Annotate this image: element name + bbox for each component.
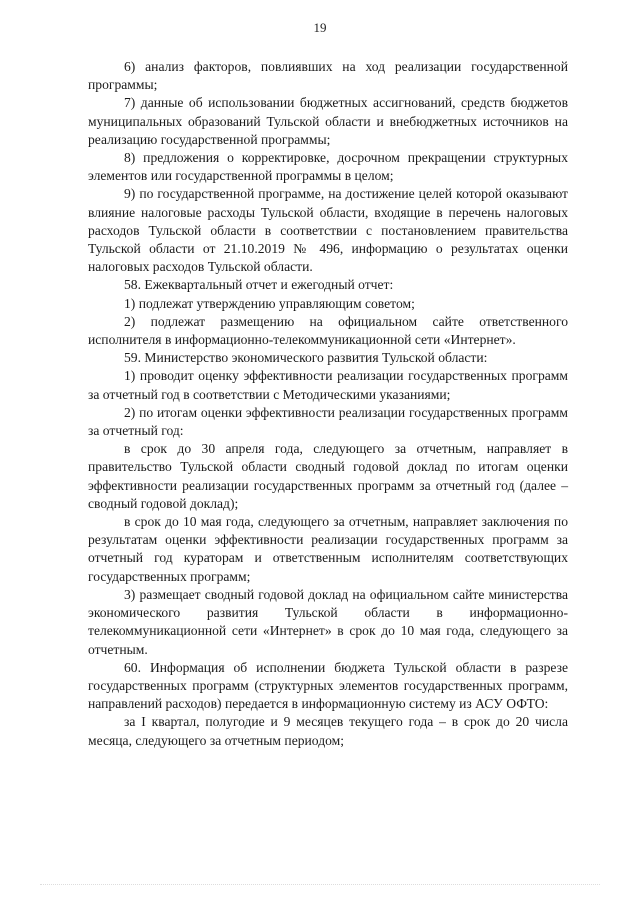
paragraph-section-60: 60. Информация об исполнении бюджета Тульской области в разрезе государственных программ (структурных элементов государственных программ, направлений расходов) передается в информационную систему из АСУ ОФТО: (88, 659, 568, 712)
document-body (88, 58, 568, 750)
paragraph-section-58: 58. Ежеквартальный отчет и ежегодный отчет: (124, 277, 394, 293)
paragraph-58-item-1: 1) подлежат утверждению управляющим советом; (124, 295, 415, 311)
paragraph-item-8: 8) предложения о корректировке, досрочном прекращении структурных элементов или государственной программы в целом; (88, 150, 568, 184)
paragraph-59-item-2: 2) по итогам оценки эффективности реализации государственных программ за отчетный год: (88, 404, 568, 439)
paragraph-60-quarterly-deadline: за I квартал, полугодие и 9 месяцев текущего года – в срок до 20 числа месяца, следующего за отчетным периодом; (88, 714, 568, 748)
paragraph-59-item-2-deadline-april: в срок до 30 апреля года, следующего за отчетным, направляет в правительство Тульской области сводный годовой доклад по итогам оценки эффективности реализации государственных программ за отчетный год (далее – сводный годовой доклад); (88, 441, 568, 511)
paragraph-section-59: 59. Министерство экономического развития Тульской области: (124, 350, 488, 366)
paragraph-59-item-2-deadline-may: в срок до 10 мая года, следующего за отчетным, направляет заключения по результатам оценки эффективности реализации государственных программ за отчетный год кураторам и ответственным исполнителям соответствующих государственных программ; (88, 514, 568, 584)
page-number: 19 (313, 20, 327, 35)
paragraph-item-9: 9) по государственной программе, на достижение целей которой оказывают влияние налоговые расходы Тульской области, входящие в перечень налоговых расходов Тульской области в соответствии с постановлением правительства Тульской области от 21.10.2019 № 496, информацию о результатах оценки налоговых расходов Тульской области. (88, 186, 568, 275)
paragraph-item-6: 6) анализ факторов, повлиявших на ход реализации государственной программы; (88, 59, 568, 93)
scan-artifact-line (40, 884, 600, 887)
paragraph-58-item-2: 2) подлежат размещению на официальном сайте ответственного исполнителя в информационно-телекоммуникационной сети «Интернет». (88, 313, 568, 348)
paragraph-item-7: 7) данные об использовании бюджетных ассигнований, средств бюджетов муниципальных образований Тульской области и внебюджетных источников на реализацию государственной программы; (88, 95, 568, 147)
paragraph-59-item-3: 3) размещает сводный годовой доклад на официальном сайте министерства экономического развития Тульской области в информационно-телекоммуникационной сети «Интернет» в срок до 10 мая года, следующего за отчетным. (88, 586, 568, 657)
paragraph-59-item-1: 1) проводит оценку эффективности реализации государственных программ за отчетный год в соответствии с Методическими указаниями; (88, 368, 568, 402)
